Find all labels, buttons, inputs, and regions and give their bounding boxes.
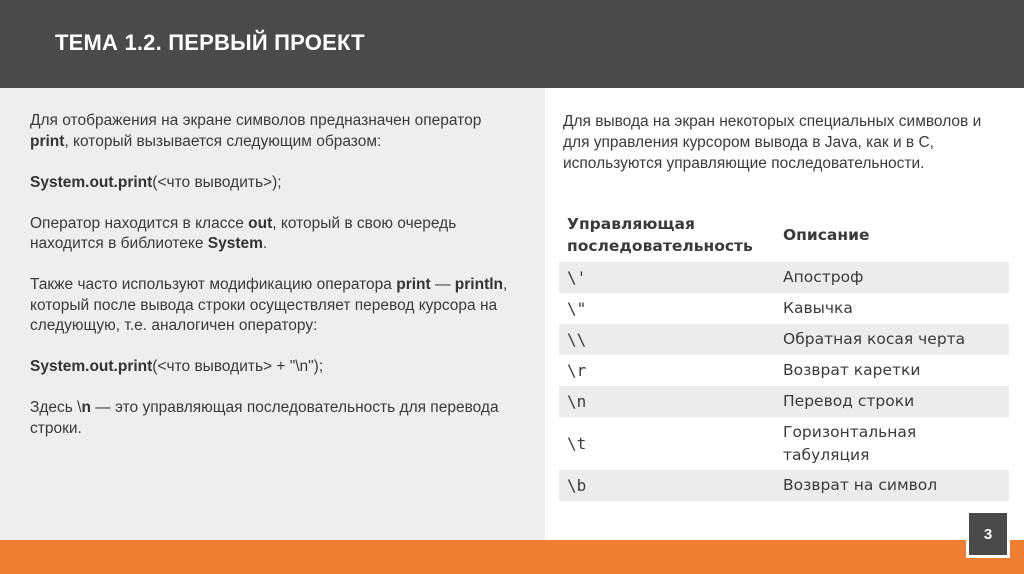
description-cell: Возврат каретки	[783, 361, 921, 379]
paragraph-println: Также часто используют модификацию оператора print — println, который после вывода строки осуществляет перевод курсора на следующую, т.е. аналогичен оператору:	[30, 276, 508, 334]
sequence-cell: \r	[567, 361, 587, 380]
right-intro-text: Для вывода на экран некоторых специальных символов и для управления курсором вывода в Java, как и в С, используются управляющие последовательности.	[563, 113, 982, 172]
paragraph-out-class: Оператор находится в классе out, который в свою очередь находится в библиотеке System.	[30, 214, 457, 252]
table-row	[559, 293, 1009, 324]
table-row	[559, 324, 1009, 355]
page-number: 3	[969, 513, 1007, 555]
table-row	[559, 262, 1009, 293]
header-sequence: Управляющая последовательность	[567, 215, 753, 255]
code-println-equivalent: System.out.print(<что выводить> + "\n");	[30, 358, 324, 375]
sequence-cell: \"	[567, 299, 587, 318]
sequence-cell: \\	[567, 330, 587, 349]
table-header-row	[559, 208, 1009, 262]
escape-sequence-table	[559, 208, 1009, 501]
header-description: Описание	[783, 226, 870, 244]
description-cell: Кавычка	[783, 299, 853, 317]
slide-title: ТЕМА 1.2. ПЕРВЫЙ ПРОЕКТ	[55, 30, 365, 55]
description-cell: Горизонтальная табуляция	[783, 422, 917, 464]
page-number-badge	[966, 510, 1010, 558]
description-cell: Возврат на символ	[783, 476, 938, 494]
description-cell: Обратная косая черта	[783, 330, 966, 348]
sequence-cell: \t	[567, 434, 587, 453]
paragraph-newline-note: Здесь \n — это управляющая последовательность для перевода строки.	[30, 399, 499, 437]
sequence-cell: \'	[567, 268, 587, 287]
code-print-example: System.out.print(<что выводить>);	[30, 173, 282, 191]
left-text-block	[30, 111, 520, 460]
sequence-cell: \n	[567, 392, 587, 411]
table-row	[559, 470, 1009, 501]
sequence-cell: \b	[567, 476, 587, 495]
paragraph-print-intro: Для отображения на экране символов предназначен оператор print, который вызывается следующим образом:	[30, 112, 482, 150]
slide-header	[0, 0, 1024, 88]
table-row	[559, 386, 1009, 417]
description-cell: Перевод строки	[783, 392, 915, 410]
table-row	[559, 417, 1009, 470]
bottom-accent-bar	[0, 540, 1024, 574]
description-cell: Апостроф	[783, 268, 864, 286]
table-row	[559, 355, 1009, 386]
